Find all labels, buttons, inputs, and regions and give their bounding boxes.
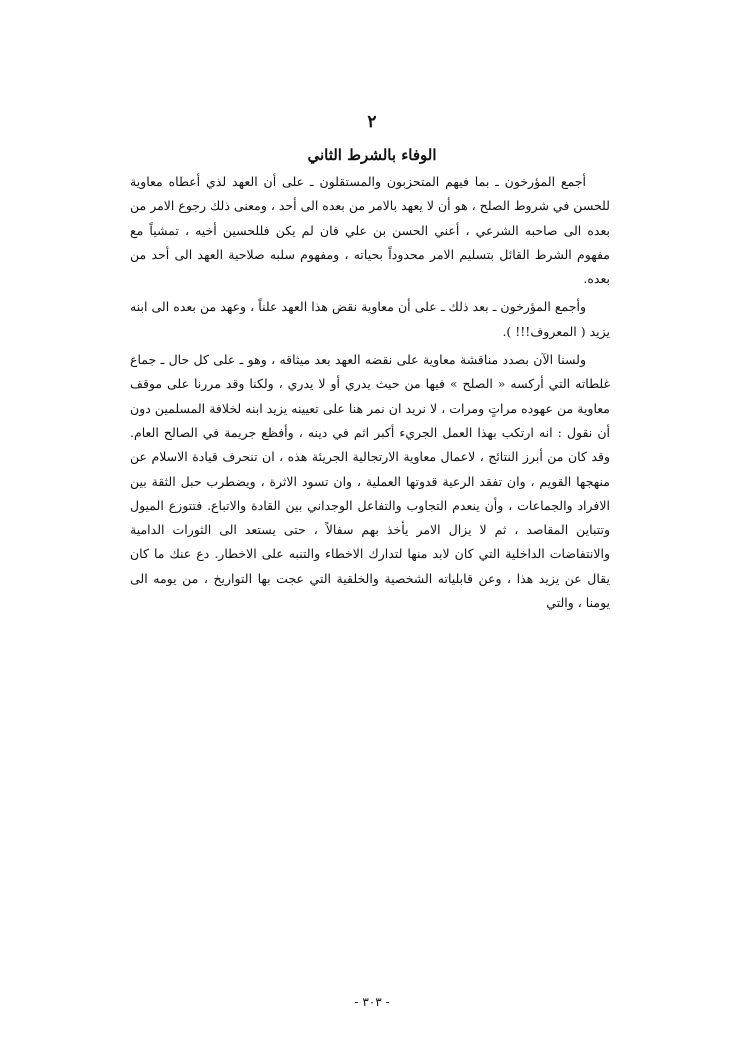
paragraph: أجمع المؤرخون ـ بما فيهم المتحزبون والمستقلون ـ على أن العهد لذي أعطاه معاوية للحسن في شروط الصلح ، هو أن لا يعهد بالامر من بعده الى أحد ، ومعنى ذلك رجوع الامر من بعده الى صاحبه الشرعي ، أعني الحسن بن علي فان لم يكن فللحسين أخيه ، تمشياً مع مفهوم الشرط القائل بتسليم الامر محدوداً بحياته ، ومفهوم سلبه صلاحية العهد الى أحد من بعده. (130, 174, 610, 287)
body-text (130, 170, 610, 615)
section-number: ٢ (367, 112, 377, 132)
paragraph: وأجمع المؤرخون ـ بعد ذلك ـ على أن معاوية نقض هذا العهد علناً ، وعهد من بعده الى ابنه يزيد ( المعروف!!! ). (130, 299, 610, 339)
paragraph: ولسنا الآن بصدد مناقشة معاوية على نقضه العهد بعد ميثاقه ، وهو ـ على كل حال ـ جماع غلطاته التي أركسه « الصلح » فيها من حيث يدري أو لا يدري ، ولكنا وقد مررنا على موقف معاوية من عهوده مراتٍ ومرات ، لا نريد ان نمر هنا على تعيينه يزيد ابنه لخلافة المسلمين دون أن نقول : انه ارتكب بهذا العمل الجريء أكبر اثم في دينه ، وأفظع جريمة في الصالح العام. وقد كان من أبرز النتائج ، لاعمال معاوية الارتجالية الجريئة هذه ، ان تنحرف قيادة الاسلام عن منهجها القويم ، وان تفقد الرعية قدوتها العملية ، وان تسود الاثرة ، ويضطرب حبل الثقة بين الافراد والجماعات ، وأن ينعدم التجاوب والتفاعل الوجداني بين القادة والاتباع. فتتوزع الميول وتتباين المقاصد ، ثم لا يزال الامر يأخذ بهم سفالاً ، حتى يستعد الى الثورات الدامية والانتفاضات الداخلية التي كان لابد منها لتدارك الاخطاء والتنبه على الاخطار. دع عنك ما كان يقال عن يزيد هذا ، وعن قابلياته الشخصية والخلقية التي عجت بها التواريخ ، من يومه الى يومنا ، والتي (130, 352, 610, 611)
section-title: الوفاء بالشرط الثاني (307, 146, 437, 164)
page-number: - ٣٠٣ - (354, 995, 390, 1009)
